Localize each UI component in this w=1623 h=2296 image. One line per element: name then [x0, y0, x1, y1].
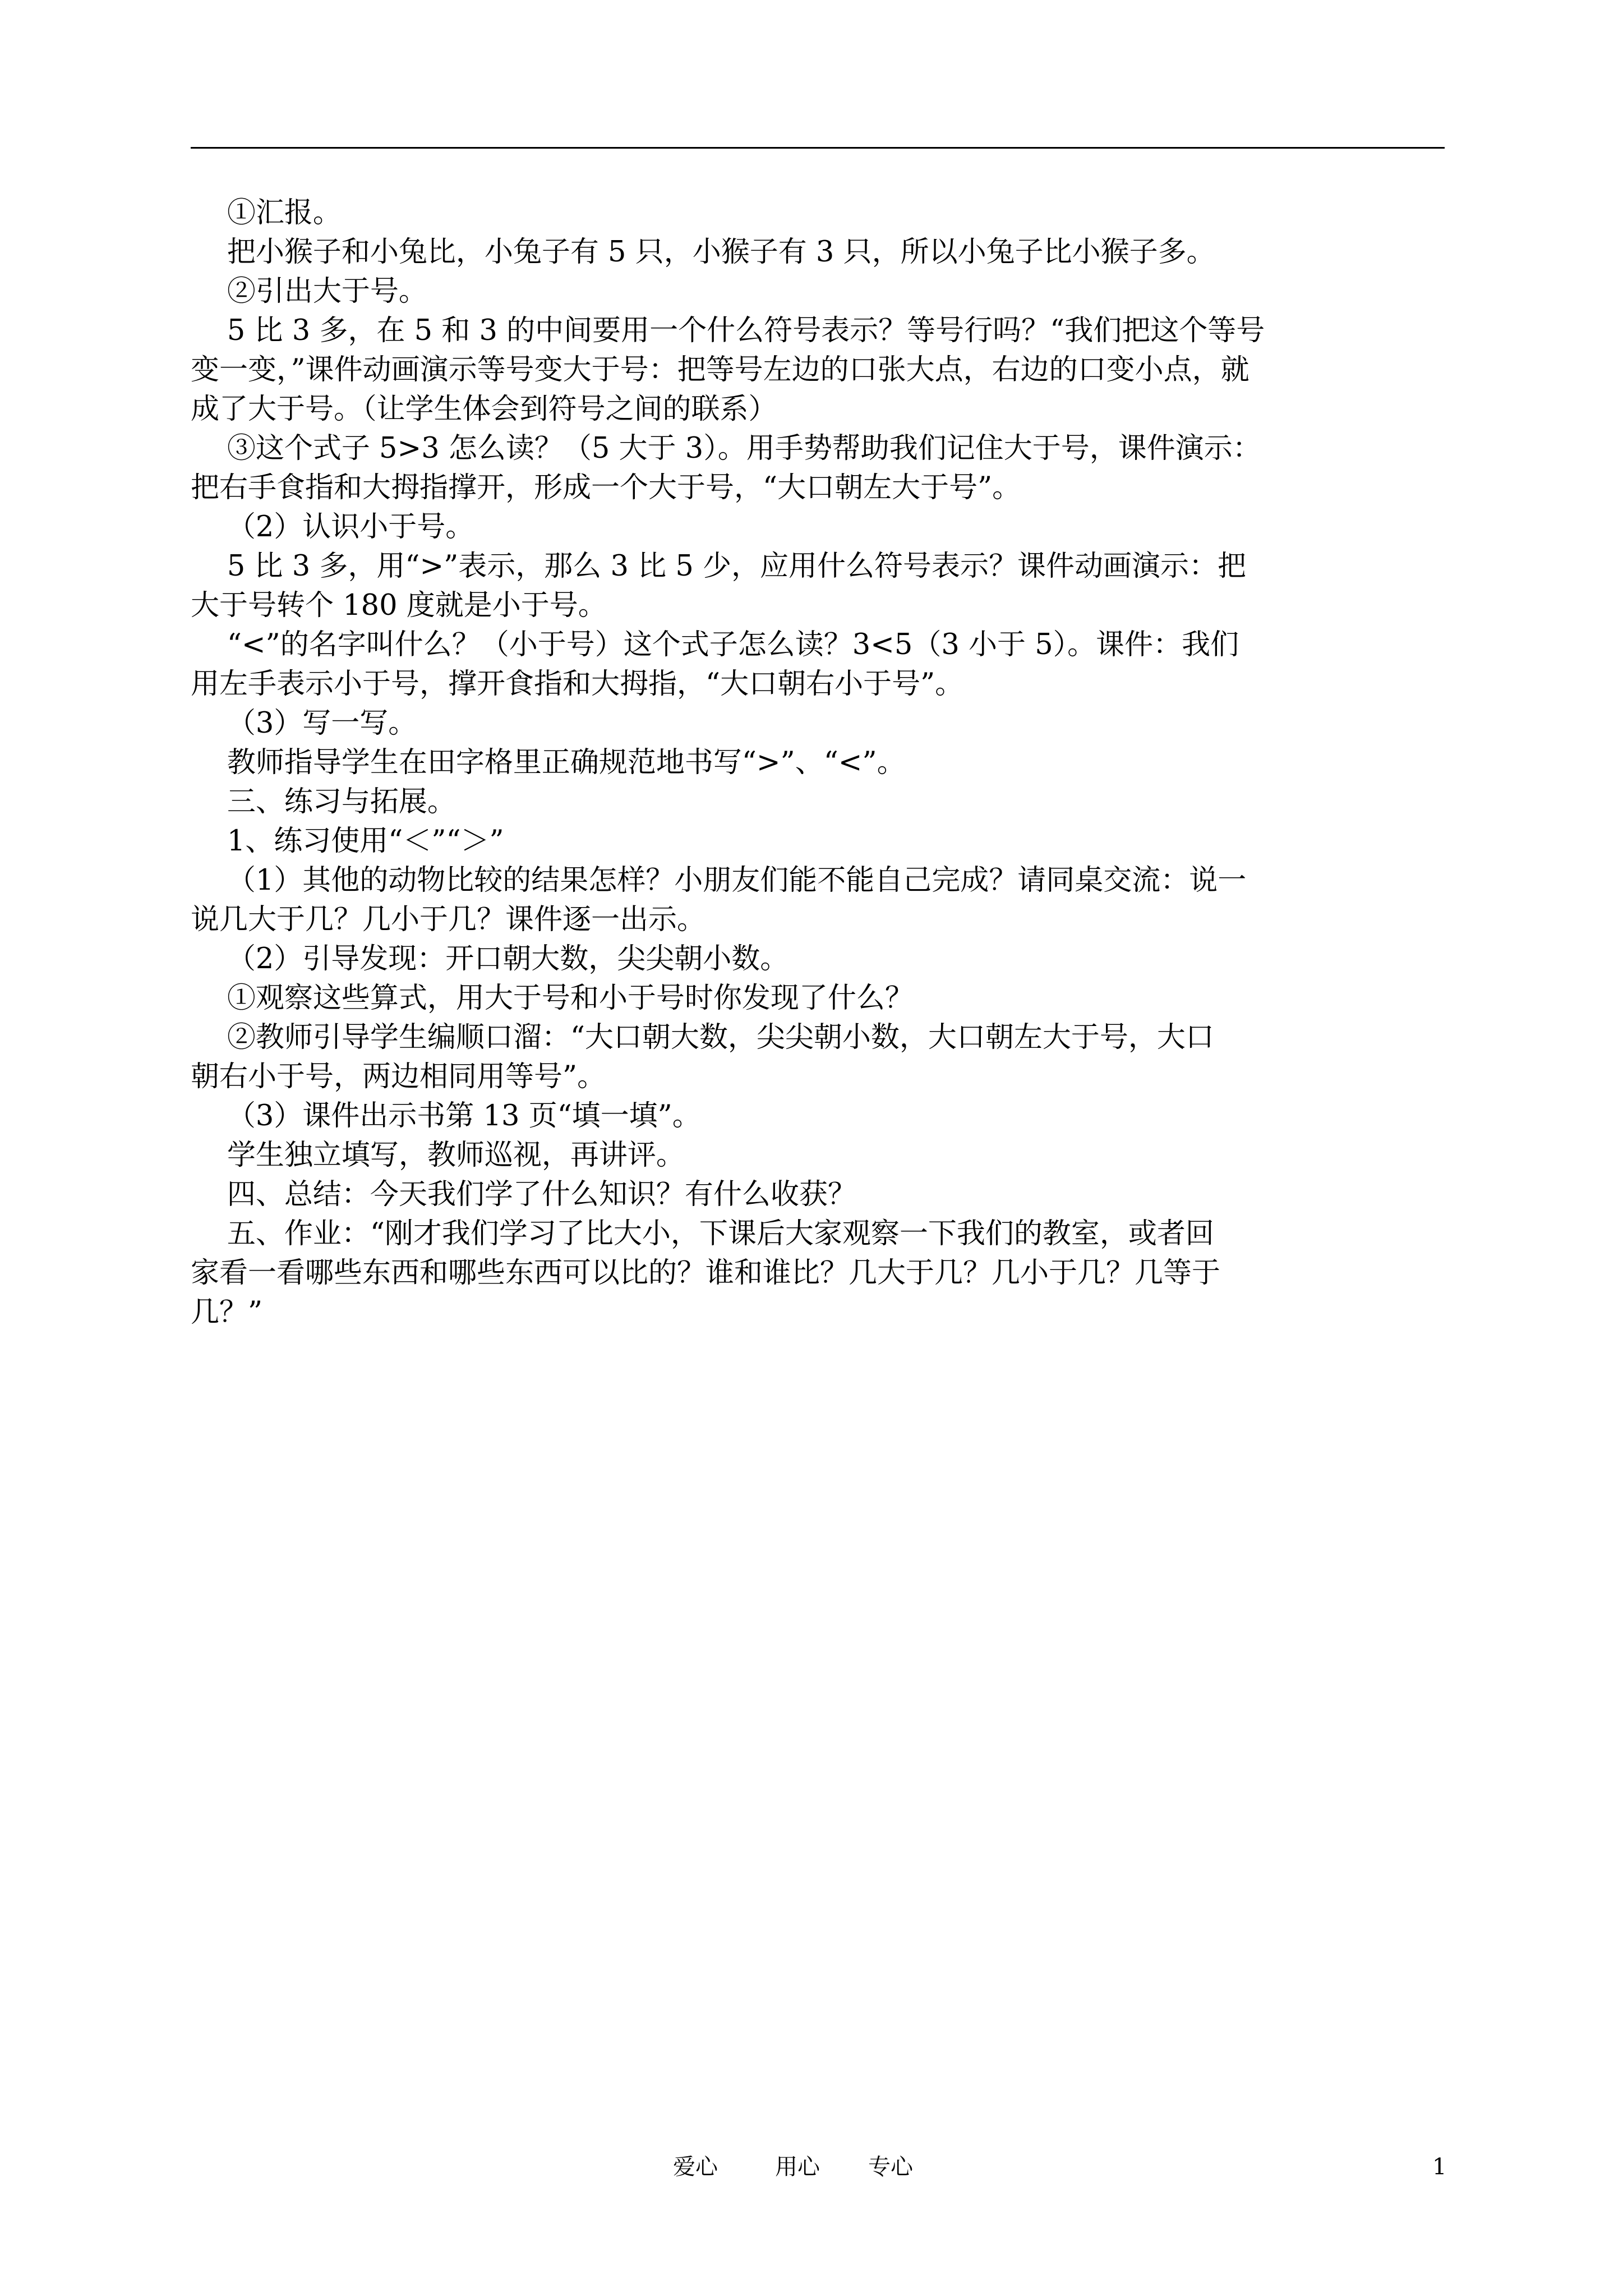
- text-line: 说几大于几？几小于几？课件逐一出示。: [191, 903, 706, 936]
- text-line: 四、总结：今天我们学了什么知识？有什么收获？: [191, 1178, 856, 1211]
- text-line: （2）认识小于号。: [191, 510, 474, 544]
- text-line: 三、练习与拓展。: [191, 785, 456, 818]
- text-line: （3）写一写。: [191, 707, 417, 740]
- footer-slogan: 爱心: [673, 2154, 718, 2180]
- text-line: （3）课件出示书第 13 页“填一填”。: [191, 1099, 701, 1133]
- text-line: （2）引导发现：开口朝大数，尖尖朝小数。: [191, 942, 789, 976]
- text-line: （1）其他的动物比较的结果怎样？小朋友们能不能自己完成？请同桌交流：说一: [191, 864, 1247, 897]
- text-line: ②教师引导学生编顺口溜：“大口朝大数，尖尖朝小数，大口朝左大于号，大口: [191, 1021, 1214, 1054]
- text-line: ③这个式子 5>3 怎么读？（5 大于 3）。用手势帮助我们记住大于号，课件演示：: [191, 432, 1261, 465]
- document-body: [191, 194, 1445, 1332]
- footer-slogan: 专心: [868, 2154, 913, 2180]
- text-line: ①观察这些算式，用大于号和小于号时你发现了什么？: [191, 982, 914, 1015]
- footer-slogan: 用心: [775, 2154, 820, 2180]
- text-line: 用左手表示小于号，撑开食指和大拇指，“大口朝右小于号”。: [191, 668, 964, 701]
- text-line: 把小猴子和小兔比，小兔子有 5 只，小猴子有 3 只，所以小兔子比小猴子多。: [191, 236, 1215, 269]
- text-line: ①汇报。: [191, 196, 342, 229]
- text-line: 教师指导学生在田字格里正确规范地书写“>”、“<”。: [191, 746, 906, 779]
- text-line: 学生独立填写，教师巡视，再讲评。: [191, 1139, 685, 1172]
- text-line: 大于号转个 180 度就是小于号。: [191, 589, 607, 622]
- header-rule: [191, 147, 1445, 149]
- text-line: 1、练习使用“＜”“＞”: [191, 825, 504, 858]
- text-line: 5 比 3 多，用“>”表示，那么 3 比 5 少，应用什么符号表示？课件动画演示：把: [191, 550, 1246, 583]
- text-line: ②引出大于号。: [191, 275, 427, 308]
- page-number: 1: [1432, 2154, 1447, 2180]
- text-line: 家看一看哪些东西和哪些东西可以比的？谁和谁比？几大于几？几小于几？几等于: [191, 1257, 1221, 1290]
- text-line: “<”的名字叫什么？（小于号）这个式子怎么读？3<5（3 小于 5）。课件：我们: [191, 628, 1239, 661]
- text-line: 朝右小于号，两边相同用等号”。: [191, 1060, 606, 1093]
- text-line: 成了大于号。（让学生体会到符号之间的联系）: [191, 393, 777, 426]
- text-line: 五、作业：“刚才我们学习了比大小，下课后大家观察一下我们的教室，或者回: [191, 1217, 1214, 1250]
- text-line: 把右手食指和大拇指撑开，形成一个大于号，“大口朝左大于号”。: [191, 471, 1021, 504]
- text-line: 变一变，”课件动画演示等号变大于号：把等号左边的口张大点，右边的口变小点，就: [191, 353, 1249, 386]
- text-line: 5 比 3 多，在 5 和 3 的中间要用一个什么符号表示？等号行吗？“我们把这个等号: [191, 314, 1265, 347]
- text-line: 几？”: [191, 1296, 263, 1329]
